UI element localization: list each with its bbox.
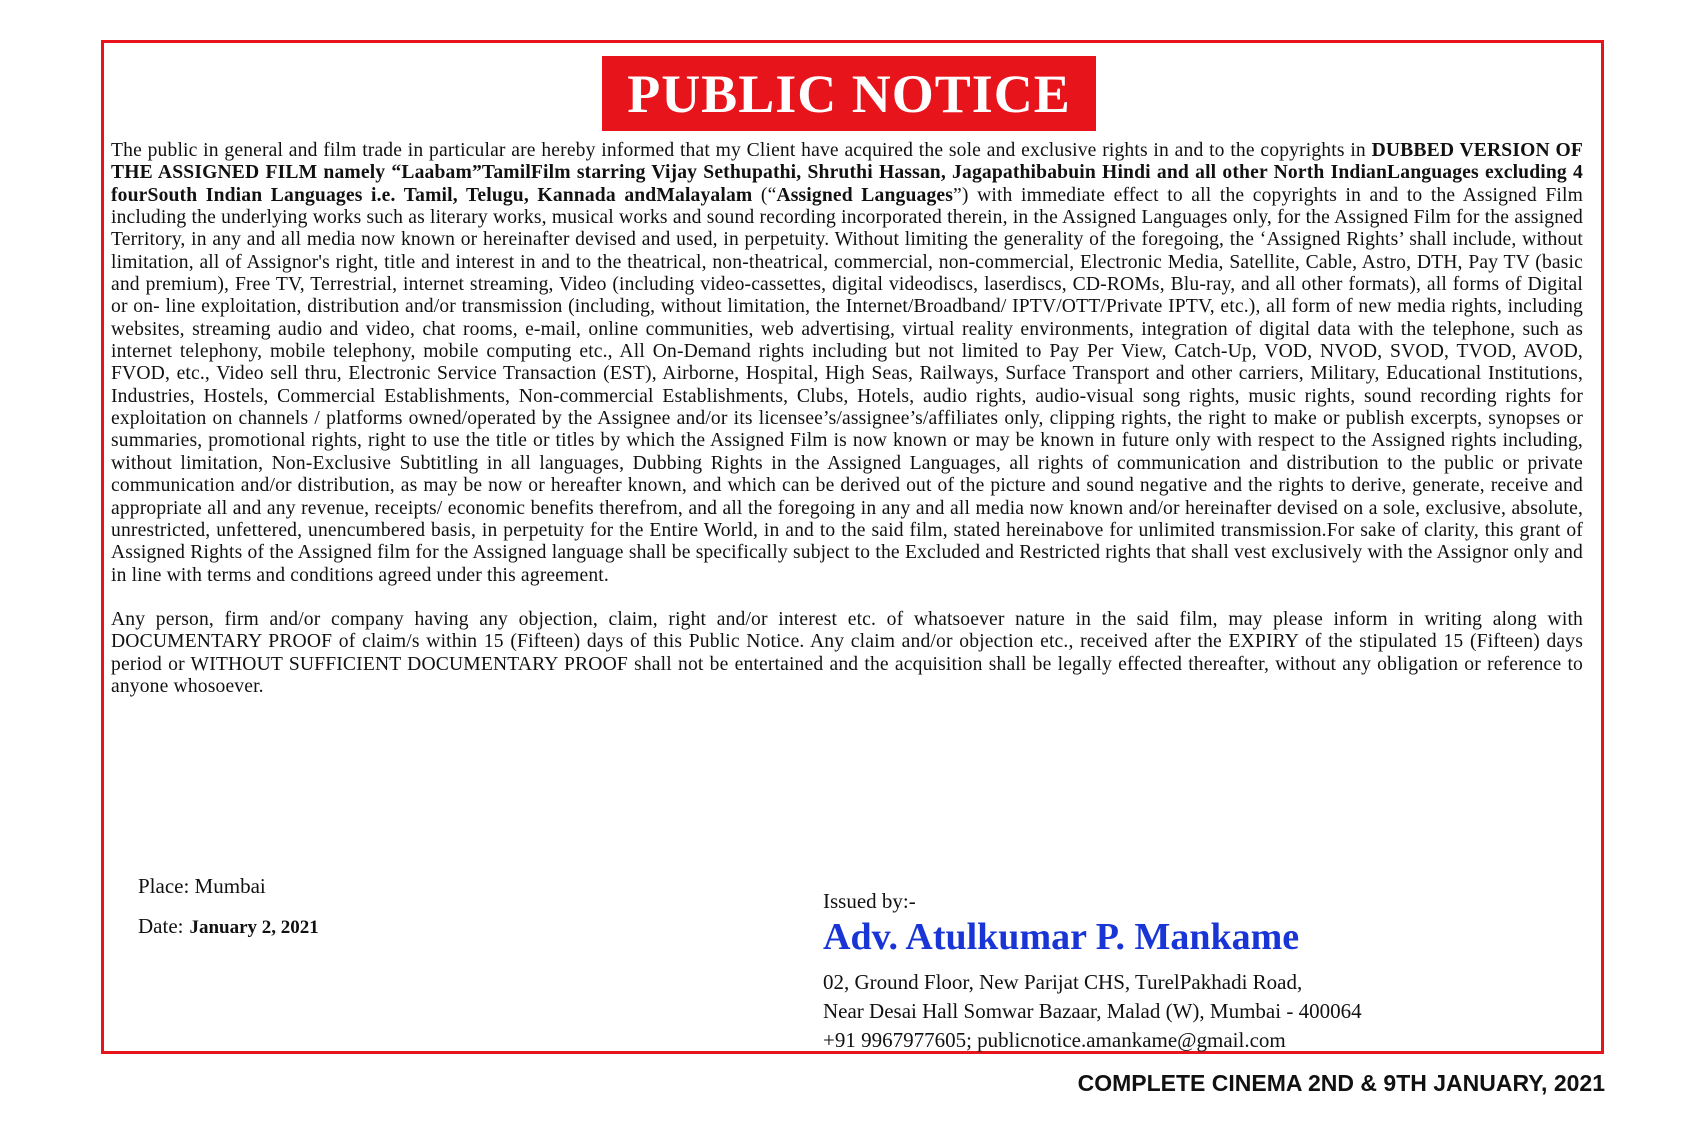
notice-body [111, 140, 1583, 698]
address-line-1: 02, Ground Floor, New Parijat CHS, TurelPakhadi Road, [823, 970, 1303, 994]
paragraph-text: (“ [752, 184, 777, 206]
issued-by-label: Issued by:- [823, 889, 916, 913]
contact-line: +91 9967977605; publicnotice.amankame@gmail.com [823, 1028, 1286, 1052]
date-value: January 2, 2021 [189, 917, 319, 938]
notice-paragraph-objection: Any person, firm and/or company having any objection, claim, right and/or interest etc. of whatsoever nature in the said film, may please inform in writing along with DOCUMENTARY PROOF of claim/s within 15 (Fifteen) days of this Public Notice. Any claim and/or objection etc., received after the EXPIRY of the stipulated 15 (Fifteen) days period or WITHOUT SUFFICIENT DOCUMENTARY PROOF shall not be entertained and the acquisition shall be legally effected thereafter, without any obligation or reference to anyone whosoever. [111, 608, 1583, 697]
address-line-2: Near Desai Hall Somwar Bazaar, Malad (W), Mumbai - 400064 [823, 999, 1362, 1023]
date-label: Date: [138, 914, 184, 938]
paragraph-text: ”) with immediate effect to all the copyrights in and to the Assigned Film including the underlying works such as literary works, musical works and sound recording incorporated therein, in the Assigned Languages only, for the Assigned Film for the assigned Territory, in any and all media now known or hereinafter devised and used, in perpetuity. Without limiting the generality of the foregoing, the ‘Assigned Rights’ shall include, without limitation, all of Assignor's right, title and interest in and to the theatrical, non-theatrical, commercial, non-commercial, Electronic Media, Satellite, Cable, Astro, DTH, Pay TV (basic and premium), Free TV, Terrestrial, internet streaming, Video (including video-cassettes, digital videodiscs, laserdiscs, CD-ROMs, Blu-ray, and all other formats), all forms of Digital or on- line exploitation, distribution and/or transmission (including, without limitation, the Internet/Broadband/ IPTV/OTT/Private IPTV, etc.), all form of new media rights, including websites, streaming audio and video, chat rooms, e-mail, online communities, web advertising, virtual reality environments, integration of digital data with the telephone, such as internet telephony, mobile telephony, mobile computing etc., All On-Demand rights including but not limited to Pay Per View, Catch-Up, VOD, NVOD, SVOD, TVOD, AVOD, FVOD, etc., Video sell thru, Electronic Service Transaction (EST), Airborne, Hospital, High Seas, Railways, Surface Transport and other carriers, Military, Educational Institutions, Industries, Hostels, Commercial Establishments, Non-commercial Establishments, Clubs, Hotels, audio rights, audio-visual song rights, music rights, sound recording rights for exploitation on channels / platforms owned/operated by the Assignee and/or its licensee’s/assignee’s/affiliates only, clipping rights, the right to make or publish excerpts, synopses or summaries, promotional rights, right to use the title or titles by which the Assigned Film is now known or may be known in future only with respect to the Assigned rights including, without limitation, Non-Exclusive Subtitling in all languages, Dubbing Rights in the Assigned Languages, all rights of communication and distribution to the public or private communication and/or distribution, as may be now or hereafter known, and which can be derived out of the picture and sound negative and the rights to derive, generate, receive and appropriate all and any revenue, receipts/ economic benefits therefrom, and all the foregoing in any and all media now known and/or hereinafter devised on a sole, exclusive, absolute, unrestricted, unfettered, unencumbered basis, in perpetuity for the Entire World, in and to the said film, stated hereinabove for unlimited transmission.For sake of clarity, this grant of Assigned Rights of the Assigned film for the Assigned language shall be specifically subject to the Excluded and Restricted rights that shall vest exclusively with the Assignor only and in line with terms and conditions agreed under this agreement. [111, 184, 1583, 586]
notice-paragraph-rights [111, 140, 1583, 587]
place-line: Place: Mumbai [138, 874, 266, 898]
advocate-name: Adv. Atulkumar P. Mankame [823, 916, 1300, 958]
date-line [138, 914, 319, 939]
film-details-bold: DUBBED VERSION OF THE ASSIGNED FILM namely “Laabam”TamilFilm starring Vijay Sethupathi, Shruthi Hassan, Jagapathibabuin Hindi and all other North IndianLanguages excluding 4 fourSouth Indian Languages i.e. Tamil, Telugu, Kannada andMalayalam [111, 140, 1583, 206]
notice-title-banner [602, 56, 1096, 131]
assigned-languages-bold: Assigned Languages [776, 184, 954, 206]
publication-footer: COMPLETE CINEMA 2ND & 9TH JANUARY, 2021 [1077, 1070, 1605, 1096]
paragraph-text: The public in general and film trade in particular are hereby informed that my Client have acquired the sole and exclusive rights in and to the copyrights in [111, 140, 1372, 161]
notice-title: PUBLIC NOTICE [627, 63, 1071, 124]
